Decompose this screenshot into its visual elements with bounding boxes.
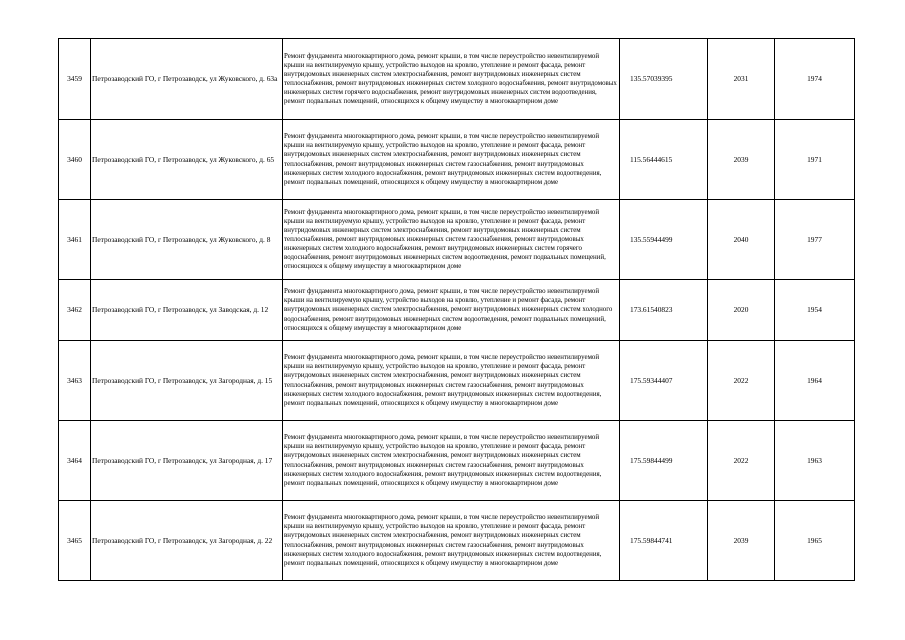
- row-address: Петрозаводский ГО, г Петрозаводск, ул Жуковского, д. 63а: [91, 39, 283, 120]
- table-row: [59, 39, 855, 120]
- table-row: [59, 200, 855, 280]
- row-year-plan: 2040: [708, 200, 775, 280]
- row-address: Петрозаводский ГО, г Петрозаводск, ул Жуковского, д. 8: [91, 200, 283, 280]
- row-number: 3459: [59, 39, 91, 120]
- row-year-built: 1971: [775, 120, 855, 200]
- capital-repair-table: [58, 38, 855, 581]
- table-row: [59, 501, 855, 581]
- row-year-built: 1954: [775, 280, 855, 341]
- row-year-built: 1963: [775, 421, 855, 501]
- row-year-built: 1977: [775, 200, 855, 280]
- row-address: Петрозаводский ГО, г Петрозаводск, ул Загородная, д. 15: [91, 341, 283, 421]
- row-cost: 135.57039395: [620, 39, 708, 120]
- row-works: Ремонт фундамента многоквартирного дома, ремонт крыши, в том числе переустройство невентилируемой крыши на вентилируемую крышу, устройство выходов на кровлю, утепление и ремонт фасада, ремонт внутридомовых инженерных систем электроснабжения, ремонт внутридомовых инженерных систем теплоснабжения, ремонт внутридомовых инженерных систем газоснабжения, ремонт внутридомовых инженерных систем холодного водоснабжения, ремонт внутридомовых инженерных систем горячего водоснабжения, ремонт внутридомовых инженерных систем водоотведения, ремонт подвальных помещений, относящихся к общему имуществу в многоквартирном доме: [283, 200, 620, 280]
- row-works: Ремонт фундамента многоквартирного дома, ремонт крыши, в том числе переустройство невентилируемой крыши на вентилируемую крышу, устройство выходов на кровлю, утепление и ремонт фасада, ремонт внутридомовых инженерных систем электроснабжения, ремонт внутридомовых инженерных систем теплоснабжения, ремонт внутридомовых инженерных систем газоснабжения, ремонт внутридомовых инженерных систем холодного водоснабжения, ремонт внутридомовых инженерных систем водоотведения, ремонт подвальных помещений, относящихся к общему имуществу в многоквартирном доме: [283, 341, 620, 421]
- row-year-plan: 2031: [708, 39, 775, 120]
- row-address: Петрозаводский ГО, г Петрозаводск, ул Заводская, д. 12: [91, 280, 283, 341]
- table-row: [59, 341, 855, 421]
- row-number: 3460: [59, 120, 91, 200]
- row-year-plan: 2020: [708, 280, 775, 341]
- table-row: [59, 120, 855, 200]
- row-works: Ремонт фундамента многоквартирного дома, ремонт крыши, в том числе переустройство невентилируемой крыши на вентилируемую крышу, устройство выходов на кровлю, утепление и ремонт фасада, ремонт внутридомовых инженерных систем электроснабжения, ремонт внутридомовых инженерных систем теплоснабжения, ремонт внутридомовых инженерных систем газоснабжения, ремонт внутридомовых инженерных систем холодного водоснабжения, ремонт внутридомовых инженерных систем водоотведения, ремонт подвальных помещений, относящихся к общему имуществу в многоквартирном доме: [283, 421, 620, 501]
- row-number: 3461: [59, 200, 91, 280]
- row-year-plan: 2022: [708, 341, 775, 421]
- row-cost: 175.59844741: [620, 501, 708, 581]
- row-works: Ремонт фундамента многоквартирного дома, ремонт крыши, в том числе переустройство невентилируемой крыши на вентилируемую крышу, устройство выходов на кровлю, утепление и ремонт фасада, ремонт внутридомовых инженерных систем электроснабжения, ремонт внутридомовых инженерных систем теплоснабжения, ремонт внутридомовых инженерных систем газоснабжения, ремонт внутридомовых инженерных систем холодного водоснабжения, ремонт внутридомовых инженерных систем водоотведения, ремонт подвальных помещений, относящихся к общему имуществу в многоквартирном доме: [283, 120, 620, 200]
- row-works: Ремонт фундамента многоквартирного дома, ремонт крыши, в том числе переустройство невентилируемой крыши на вентилируемую крышу, устройство выходов на кровлю, утепление и ремонт фасада, ремонт внутридомовых инженерных систем электроснабжения, ремонт внутридомовых инженерных систем холодного водоснабжения, ремонт внутридомовых инженерных систем водоотведения, ремонт подвальных помещений, относящихся к общему имуществу в многоквартирном доме: [283, 280, 620, 341]
- row-number: 3465: [59, 501, 91, 581]
- table-row: [59, 280, 855, 341]
- row-address: Петрозаводский ГО, г Петрозаводск, ул Загородная, д. 22: [91, 501, 283, 581]
- table-row: [59, 421, 855, 501]
- row-year-plan: 2022: [708, 421, 775, 501]
- row-cost: 173.61540823: [620, 280, 708, 341]
- row-cost: 115.56444615: [620, 120, 708, 200]
- row-year-plan: 2039: [708, 120, 775, 200]
- row-works: Ремонт фундамента многоквартирного дома, ремонт крыши, в том числе переустройство невентилируемой крыши на вентилируемую крышу, устройство выходов на кровлю, утепление и ремонт фасада, ремонт внутридомовых инженерных систем электроснабжения, ремонт внутридомовых инженерных систем теплоснабжения, ремонт внутридомовых инженерных систем газоснабжения, ремонт внутридомовых инженерных систем холодного водоснабжения, ремонт внутридомовых инженерных систем водоотведения, ремонт подвальных помещений, относящихся к общему имуществу в многоквартирном доме: [283, 501, 620, 581]
- row-year-plan: 2039: [708, 501, 775, 581]
- row-works: Ремонт фундамента многоквартирного дома, ремонт крыши, в том числе переустройство невентилируемой крыши на вентилируемую крышу, устройство выходов на кровлю, утепление и ремонт фасада, ремонт внутридомовых инженерных систем электроснабжения, ремонт внутридомовых инженерных систем теплоснабжения, ремонт внутридомовых инженерных систем холодного водоснабжения, ремонт внутридомовых инженерных систем горячего водоснабжения, ремонт внутридомовых инженерных систем водоотведения, ремонт подвальных помещений, относящихся к общему имуществу в многоквартирном доме: [283, 39, 620, 120]
- row-cost: 175.59844499: [620, 421, 708, 501]
- row-cost: 175.59344407: [620, 341, 708, 421]
- row-year-built: 1974: [775, 39, 855, 120]
- row-year-built: 1964: [775, 341, 855, 421]
- row-number: 3464: [59, 421, 91, 501]
- row-address: Петрозаводский ГО, г Петрозаводск, ул Жуковского, д. 65: [91, 120, 283, 200]
- row-number: 3462: [59, 280, 91, 341]
- row-number: 3463: [59, 341, 91, 421]
- row-year-built: 1965: [775, 501, 855, 581]
- row-cost: 135.55944499: [620, 200, 708, 280]
- row-address: Петрозаводский ГО, г Петрозаводск, ул Загородная, д. 17: [91, 421, 283, 501]
